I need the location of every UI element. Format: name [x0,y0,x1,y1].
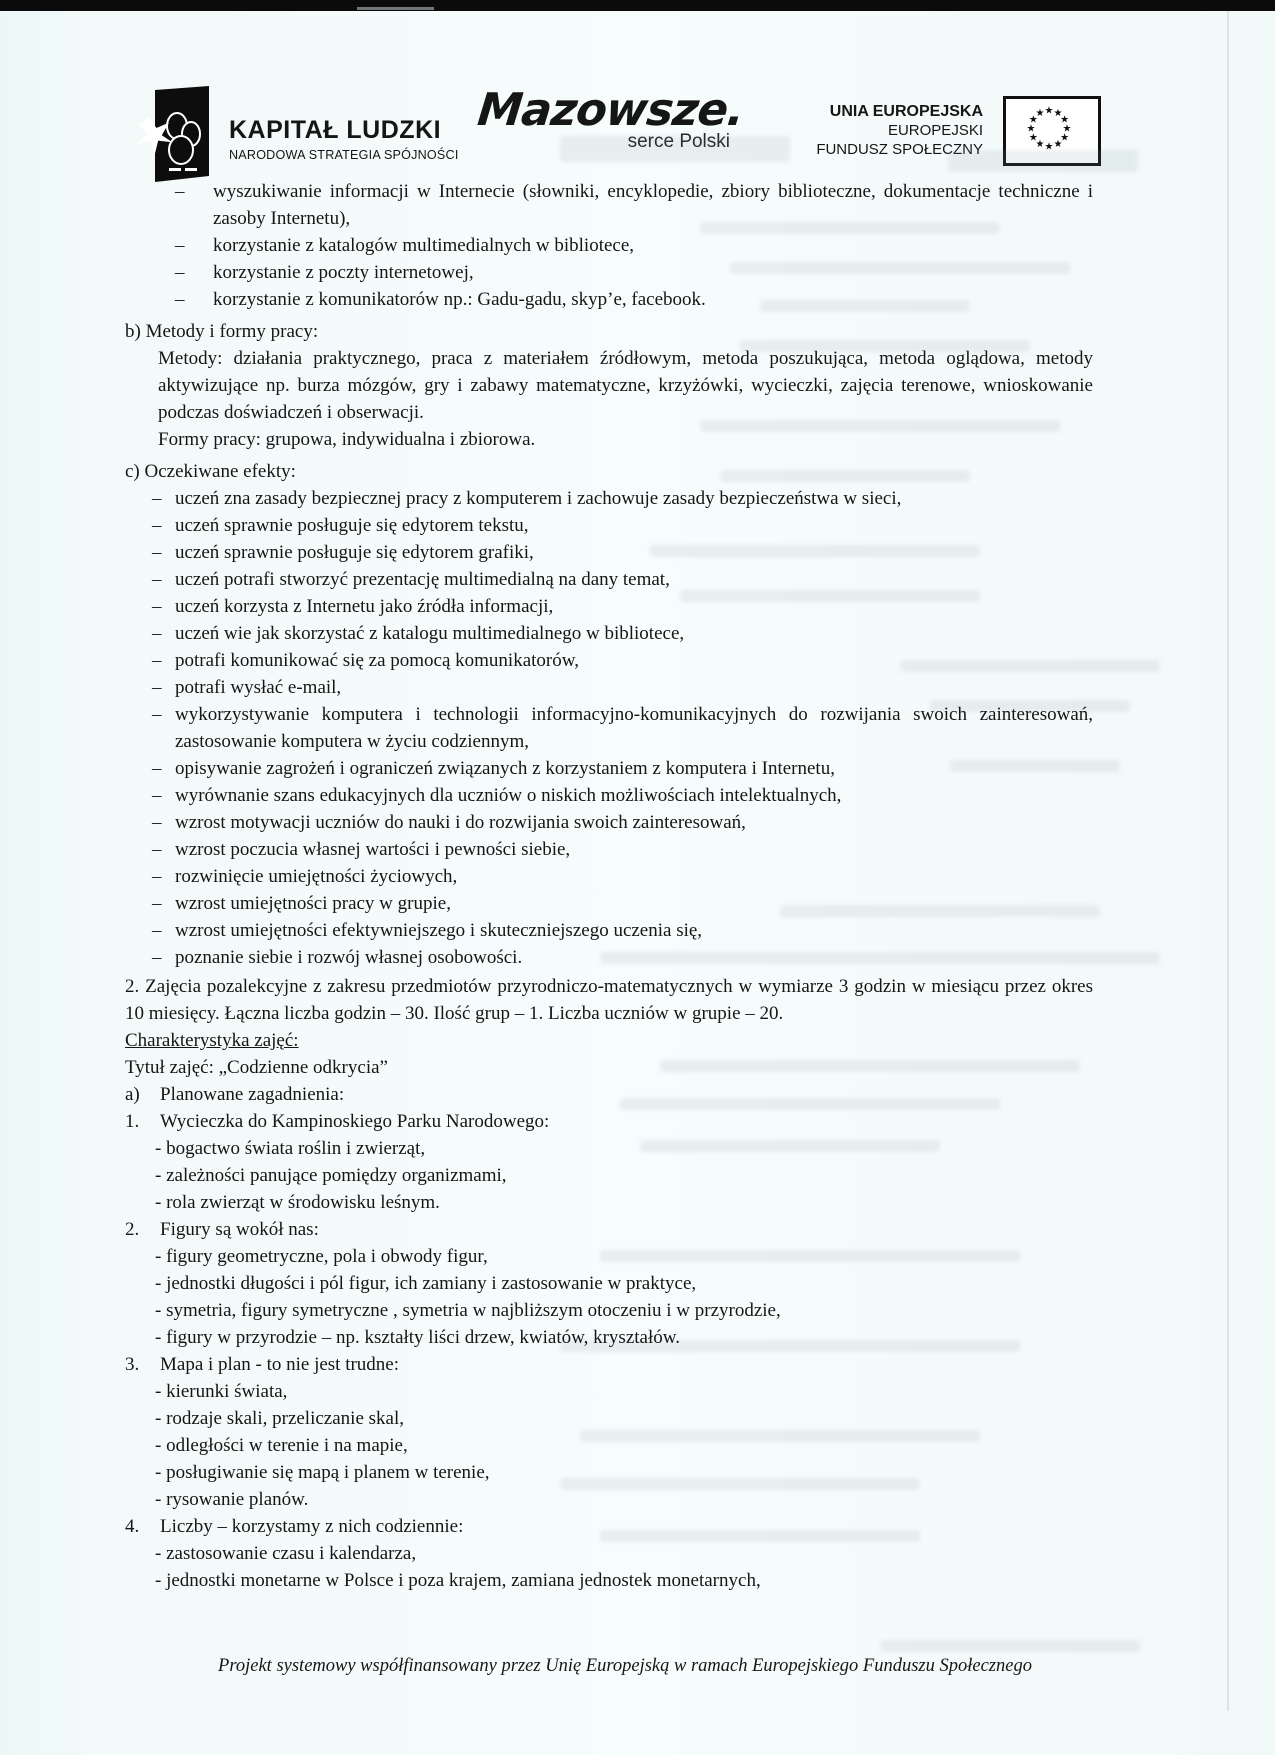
list-item-text: potrafi komunikować się za pomocą komunikatorów, [175,650,579,671]
svg-text:★: ★ [1053,107,1063,119]
topic-marker: 1. [125,1111,140,1132]
list-item [125,286,1093,313]
section-a-title: Planowane zagadnienia: [160,1084,345,1105]
list-item [125,485,1093,512]
topic-sub-item: - rodzaje skali, przeliczanie skal, [155,1408,404,1429]
scan-edge-bar [0,0,1275,11]
bullet-dash: – [152,515,162,536]
svg-text:★: ★ [1060,114,1070,126]
bullet-dash: – [152,866,162,887]
topic-title: Mapa i plan - to nie jest trudne: [160,1354,400,1375]
list-item [125,917,1093,944]
section-c-heading: c) Oczekiwane efekty: [125,461,296,482]
list-item [125,755,1093,782]
bullet-dash: – [175,262,185,283]
bullet-dash: – [152,623,162,644]
svg-text:★: ★ [1044,141,1054,153]
topic-heading [125,1513,1093,1540]
topic-sub-item: - posługiwanie się mapą i planem w terenie, [155,1462,490,1483]
svg-text:★: ★ [1053,139,1063,151]
list-item-text: uczeń sprawnie posługuje się edytorem tekstu, [175,515,529,536]
list-item [125,259,1093,286]
list-item [125,620,1093,647]
eu-line3: FUNDUSZ SPOŁECZNY [816,140,983,158]
section-b-heading: b) Metody i formy pracy: [125,321,319,342]
list-item-text: opisywanie zagrożeń i ograniczeń związanych z korzystaniem z komputera i Internetu, [175,758,835,779]
bullet-dash: – [152,893,162,914]
list-item [125,809,1093,836]
scan-edge-line [1227,11,1229,1711]
list-item-text: wyrównanie szans edukacyjnych dla uczniów o niskich możliwościach intelektualnych, [175,785,842,806]
list-item-text: korzystanie z poczty internetowej, [213,262,474,283]
svg-text:★: ★ [1028,114,1038,126]
list-item-text: uczeń wie jak skorzystać z katalogu multimedialnego w bibliotece, [175,623,685,644]
list-item-text: korzystanie z katalogów multimedialnych w bibliotece, [213,235,635,256]
list-item [125,178,1093,232]
topic-title: Figury są wokół nas: [160,1219,319,1240]
topic-sub-item: - kierunki świata, [155,1381,288,1402]
list-item [125,647,1093,674]
topic-sub-item: - bogactwo świata roślin i zwierząt, [155,1138,426,1159]
topic-sub-item: - figury geometryczne, pola i obwody figur, [155,1246,488,1267]
svg-text:★: ★ [1035,107,1045,119]
footer-project-note: Projekt systemowy współfinansowany przez Unię Europejską w ramach Europejskiego Funduszu Społecznego [218,1656,1032,1676]
bullet-dash: – [152,704,162,725]
list-item [125,674,1093,701]
list-item [125,593,1093,620]
list-item [125,566,1093,593]
list-item-text: poznanie siebie i rozwój własnej osobowości. [175,947,523,968]
bullet-dash: – [152,758,162,779]
topic-sub-item: - jednostki monetarne w Polsce i poza krajem, zamiana jednostek monetarnych, [155,1570,761,1591]
list-item [125,890,1093,917]
list-item [125,232,1093,259]
bullet-dash: – [152,839,162,860]
list-item [125,863,1093,890]
list-item-text: wzrost poczucia własnej wartości i pewności siebie, [175,839,571,860]
svg-text:★: ★ [1026,123,1036,135]
list-item-text: wykorzystywanie komputera i technologii informacyjno-komunikacyjnych do rozwijania swoich zainteresowań, zastosowanie komputera w życiu codziennym, [175,704,1093,752]
list-item [125,782,1093,809]
list-item [125,836,1093,863]
intro-bullet-list [125,178,1093,313]
kapital-ludzki-logo [133,84,459,184]
paragraph-2: 2. Zajęcia pozalekcyjne z zakresu przedmiotów przyrodniczo-matematycznych w wymiarze 3 godzin w miesiącu przez okres 10 miesięcy. Łączna liczba godzin – 30. Ilość grup – 1. Liczba uczniów w grupie – 20. [125,976,1093,1024]
list-item-text: uczeń zna zasady bezpiecznej pracy z komputerem i zachowuje zasady bezpieczeństwa w sieci, [175,488,902,509]
topic-title: Wycieczka do Kampinoskiego Parku Narodowego: [160,1111,550,1132]
list-item [125,944,1093,971]
eu-flag-icon [1003,96,1101,166]
list-item [125,539,1093,566]
bullet-dash: – [152,488,162,509]
svg-text:★: ★ [1035,139,1045,151]
list-item [125,701,1093,755]
svg-text:★: ★ [1060,132,1070,144]
bullet-dash: – [152,677,162,698]
eu-text [778,96,983,166]
list-item [125,512,1093,539]
list-item-text: potrafi wysłać e-mail, [175,677,342,698]
bullet-dash: – [152,785,162,806]
kapital-ludzki-text [229,84,459,184]
charakterystyka-heading: Charakterystyka zajęć: [125,1030,299,1051]
kapital-ludzki-flag-icon [133,84,219,184]
topic-title: Liczby – korzystamy z nich codziennie: [160,1516,464,1537]
list-item-text: korzystanie z komunikatorów np.: Gadu-gadu, skyp’e, facebook. [213,289,706,310]
metody-paragraph: Metody: działania praktycznego, praca z materiałem źródłowym, metoda poszukująca, metoda oglądowa, metody aktywizujące np. burza mózgów, gry i zabawy matematyczne, krzyżówki, wycieczki, zajęcia terenowe, wnioskowanie podczas doświadczeń i obserwacji. [158,348,1093,423]
topic-sub-item: - odległości w terenie i na mapie, [155,1435,408,1456]
topic-sub-item: - figury w przyrodzie – np. kształty liści drzew, kwiatów, kryształów. [155,1327,680,1348]
bullet-dash: – [152,569,162,590]
bullet-dash: – [152,650,162,671]
mazowsze-tagline: serce Polski [627,131,730,153]
list-item-text: wzrost umiejętności efektywniejszego i skuteczniejszego uczenia się, [175,920,703,941]
section-a-marker: a) [125,1084,140,1105]
list-item-text: rozwinięcie umiejętności życiowych, [175,866,458,887]
topic-marker: 3. [125,1354,140,1375]
topic-heading [125,1351,1093,1378]
topic-marker: 2. [125,1219,140,1240]
topic-marker: 4. [125,1516,140,1537]
svg-text:★: ★ [1044,105,1054,117]
topic-heading [125,1216,1093,1243]
topic-sub-item: - symetria, figury symetryczne , symetria w najbliższym otoczeniu i w przyrodzie, [155,1300,781,1321]
list-item-text: uczeń potrafi stworzyć prezentację multimedialną na dany temat, [175,569,670,590]
list-item-text: uczeń korzysta z Internetu jako źródła informacji, [175,596,554,617]
list-item-text: uczeń sprawnie posługuje się edytorem grafiki, [175,542,534,563]
list-item-text: wzrost motywacji uczniów do nauki i do rozwijania swoich zainteresowań, [175,812,746,833]
bullet-dash: – [175,235,185,256]
topic-sub-item: - zależności panujące pomiędzy organizmami, [155,1165,507,1186]
mazowsze-wordmark: Mazowsze. [475,83,747,136]
bullet-dash: – [152,920,162,941]
topic-sub-item: - zastosowanie czasu i kalendarza, [155,1543,417,1564]
bullet-dash: – [152,596,162,617]
kapital-ludzki-title: KAPITAŁ LUDZKI [229,116,442,144]
topic-sub-item: - rysowanie planów. [155,1489,309,1510]
section-a-heading [125,1081,1093,1108]
bullet-dash: – [175,181,185,202]
eu-line2: EUROPEJSKI [887,122,983,139]
list-item-text: wzrost umiejętności pracy w grupie, [175,893,451,914]
topic-heading [125,1108,1093,1135]
kapital-ludzki-subtitle: NARODOWA STRATEGIA SPÓJNOŚCI [229,148,459,162]
list-item-text: wyszukiwanie informacji w Internecie (słowniki, encyklopedie, zbiory biblioteczne, dokumentacje techniczne i zasoby Internetu), [213,181,1093,229]
mazowsze-logo [475,83,747,153]
eu-line1: UNIA EUROPEJSKA [829,103,983,120]
bullet-dash: – [175,289,185,310]
bullet-dash: – [152,947,162,968]
eu-logo-block [778,96,1101,166]
document-body [125,178,1093,1594]
svg-text:★: ★ [1062,123,1072,135]
bullet-dash: – [152,812,162,833]
topic-sub-item: - rola zwierząt w środowisku leśnym. [155,1192,440,1213]
bullet-dash: – [152,542,162,563]
formy-paragraph: Formy pracy: grupowa, indywidualna i zbiorowa. [158,429,536,450]
efekty-bullet-list [125,485,1093,971]
svg-text:★: ★ [1028,132,1038,144]
topic-sub-item: - jednostki długości i pól figur, ich zamiany i zastosowanie w praktyce, [155,1273,697,1294]
tytul-line: Tytuł zajęć: „Codzienne odkrycia” [125,1057,388,1078]
